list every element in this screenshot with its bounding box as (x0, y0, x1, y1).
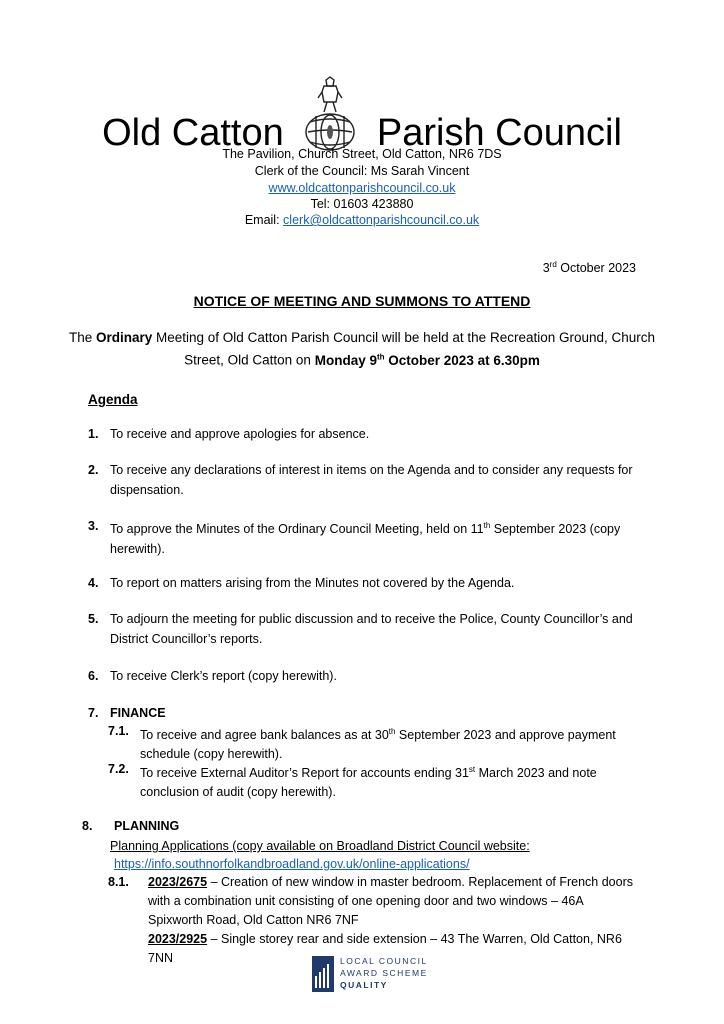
address-line: The Pavilion, Church Street, Old Catton, NR6 7DS (222, 147, 502, 161)
email-link[interactable]: clerk@oldcattonparishcouncil.co.uk (283, 213, 480, 227)
planning-item-8-1: 8.1. 2023/2675 – Creation of new window in master bedroom. Replacement of French doors with a combination unit consisting of one opening door and two windows – 46A Spixworth Road, Old Catton NR6 7NF (108, 875, 633, 927)
award-line-1: LOCAL COUNCIL (340, 956, 428, 966)
agenda-item-2: 2. To receive any declarations of interest in items on the Agenda and to consider any requests for dispensation. (88, 463, 633, 497)
title-right: Parish Council (376, 112, 622, 154)
agenda-item-1: 1. To receive and approve apologies for absence. (88, 427, 370, 441)
award-line-3: QUALITY (340, 980, 388, 990)
agenda-heading: Agenda (88, 392, 138, 407)
title-left: Old Catton (102, 112, 284, 154)
website-line (0, 180, 724, 197)
planning-url-link[interactable]: https://info.southnorfolkandbroadland.gov.uk/online-applications/ (114, 857, 470, 871)
award-line-2: AWARD SCHEME (340, 968, 428, 978)
award-mark-icon (312, 956, 334, 992)
planning-url-line (114, 854, 654, 874)
agenda-item-5: 5. To adjourn the meeting for public discussion and to receive the Police, County Councillor’s and District Councillor’s reports. (88, 612, 633, 646)
clerk-line: Clerk of the Council: Ms Sarah Vincent (254, 164, 470, 178)
planning-intro: Planning Applications (copy available on Broadland District Council website: (110, 839, 530, 853)
agenda-item-3: 3. To approve the Minutes of the Ordinary Council Meeting, held on 11th September 2023 (copy herewith). (88, 519, 621, 557)
finance-item-7-2: 7.2. To receive External Auditor’s Report for accounts ending 31st March 2023 and note conclusion of audit (copy herewith). (108, 762, 597, 800)
tel-line: Tel: 01603 423880 (310, 197, 414, 211)
notice-date: 3rd October 2023 (542, 260, 636, 276)
planning-item-app-2: 2023/2925 – Single storey rear and side extension – 43 The Warren, Old Catton, NR6 7NN (148, 932, 622, 965)
agenda-item-4: 4. To report on matters arising from the Minutes not covered by the Agenda. (88, 576, 515, 590)
website-link[interactable]: www.oldcattonparishcouncil.co.uk (268, 181, 456, 195)
email-line (0, 212, 724, 229)
notice-title: NOTICE OF MEETING AND SUMMONS TO ATTEND (193, 293, 531, 309)
email-label: Email: (244, 213, 280, 227)
agenda-item-7: 7. FINANCE (88, 706, 166, 720)
barrel-logo-icon (302, 76, 358, 154)
finance-item-7-1: 7.1. To receive and agree bank balances as at 30th September 2023 and approve payment schedule (copy herewith). (108, 724, 616, 762)
award-scheme-logo (312, 952, 492, 994)
agenda-item-8: 8. PLANNING (82, 819, 180, 833)
agenda-item-6: 6. To receive Clerk’s report (copy herewith). (88, 669, 337, 683)
meeting-intro: The Ordinary Meeting of Old Catton Parish Council will be held at the Recreation Ground, Church Street, Old Catton on Monday 9th October 2023 at 6.30pm (68, 330, 656, 368)
